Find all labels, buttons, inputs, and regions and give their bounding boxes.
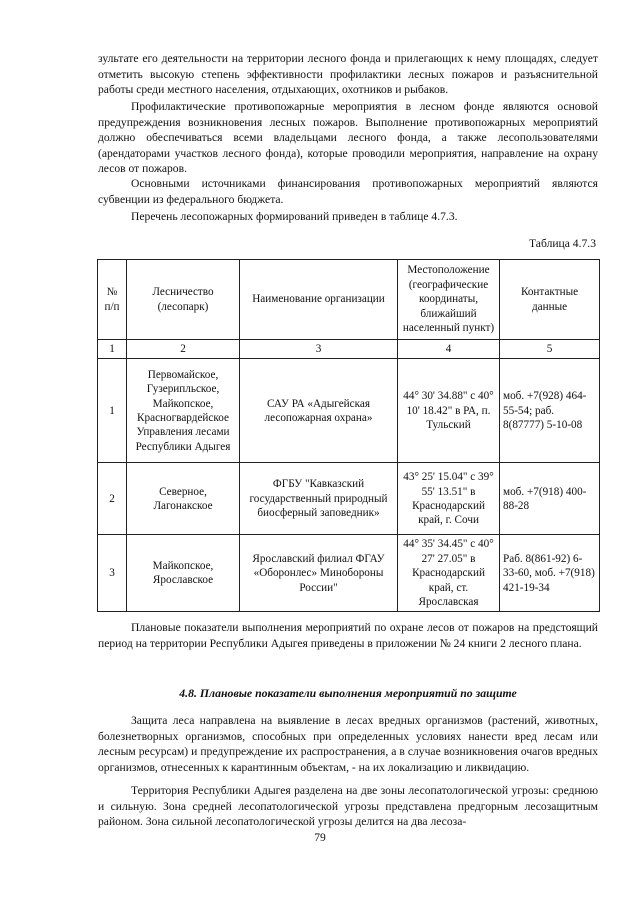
column-number: 3 <box>240 340 398 359</box>
page-number: 79 <box>314 831 326 844</box>
paragraph-prevention: Профилактические противопожарные мероприятия в лесном фонде являются основой предупреждения возникновения лесных пожаров. Выполнение противопожарных мероприятий должно обеспечиваться всеми владельцами лесного фонда, а также лесопользователями (арендаторами участков лесного фонда), которые проводили мероприятия, направление на охрану лесов от пожаров. <box>98 100 598 176</box>
row-contacts: моб. +7(928) 464-55-54; раб. 8(87777) 5-10-08 <box>500 359 600 463</box>
paragraph-continuation: зультате его деятельности на территории лесного фонда и прилегающих к нему площадях, следует отметить высокую степень эффективности профилактики лесных пожаров и разъяснительной работы среди местного населения, отдыхающих, охотников и рыбаков. <box>98 52 598 97</box>
column-number: 5 <box>500 340 600 359</box>
table-header-row <box>98 260 600 340</box>
row-num: 1 <box>98 359 127 463</box>
paragraph-threat-zones: Территория Республики Адыгея разделена на две зоны лесопатологической угрозы: среднюю и сильную. Зона средней лесопатологической угрозы представлена предгорным лесозащитным районом. Зона сильной лесопатологической угрозы делится на два лесоза- <box>98 784 598 829</box>
table-caption: Таблица 4.7.3 <box>529 237 596 250</box>
row-organization: ФГБУ "Кавказский государственный природный биосферный заповедник» <box>240 463 398 535</box>
fire-units-table <box>97 259 600 612</box>
paragraph-table-reference: Перечень лесопожарных формирований приведен в таблице 4.7.3. <box>131 210 458 223</box>
header-forestry: Лесничество (лесопарк) <box>127 260 240 340</box>
header-location: Местоположение (географические координаты, ближайший населенный пункт) <box>398 260 500 340</box>
table-column-numbers-row <box>98 340 600 359</box>
row-location: 43° 25' 15.04" с 39° 55' 13.51" в Краснодарский край, г. Сочи <box>398 463 500 535</box>
header-num: № п/п <box>98 260 127 340</box>
row-num: 3 <box>98 535 127 612</box>
row-forestry: Первомайское, Гузерипльское, Майкопское, Красногвардейское Управления лесами Республики Адыгея <box>127 359 240 463</box>
row-forestry: Майкопское, Ярославское <box>127 535 240 612</box>
table-row <box>98 359 600 463</box>
section-heading: 4.8. Плановые показатели выполнения мероприятий по защите <box>179 686 517 700</box>
row-location: 44° 35' 34.45" с 40° 27' 27.05" в Краснодарский край, ст. Ярославская <box>398 535 500 612</box>
row-location: 44° 30' 34.88" с 40° 10' 18.42" в РА, п. Тульский <box>398 359 500 463</box>
column-number: 4 <box>398 340 500 359</box>
row-organization: Ярославский филиал ФГАУ «Оборонлес» Минобороны России" <box>240 535 398 612</box>
paragraph-planned-indicators: Плановые показатели выполнения мероприятий по охране лесов от пожаров на предстоящий период на территории Республики Адыгея приведены в приложении № 24 книги 2 лесного плана. <box>98 621 598 650</box>
row-num: 2 <box>98 463 127 535</box>
paragraph-funding: Основными источниками финансирования противопожарных мероприятий являются субвенции из федерального бюджета. <box>98 177 598 206</box>
row-forestry: Северное, Лагонакское <box>127 463 240 535</box>
row-contacts: моб. +7(918) 400-88-28 <box>500 463 600 535</box>
paragraph-forest-protection: Защита леса направлена на выявление в лесах вредных организмов (растений, животных, болезнетворных организмов, способных при определенных условиях нанести вред лесам или лесным ресурсам) и предупреждение их распространения, а в случае возникновения очагов вредных организмов, отнесенных к карантинным объектам, - на их локализацию и ликвидацию. <box>98 714 598 774</box>
table-row <box>98 535 600 612</box>
column-number: 2 <box>127 340 240 359</box>
row-contacts: Раб. 8(861-92) 6-33-60, моб. +7(918) 421-19-34 <box>500 535 600 612</box>
table-row <box>98 463 600 535</box>
row-organization: САУ РА «Адыгейская лесопожарная охрана» <box>240 359 398 463</box>
column-number: 1 <box>98 340 127 359</box>
header-contacts: Контактные данные <box>500 260 600 340</box>
header-organization: Наименование организации <box>240 260 398 340</box>
